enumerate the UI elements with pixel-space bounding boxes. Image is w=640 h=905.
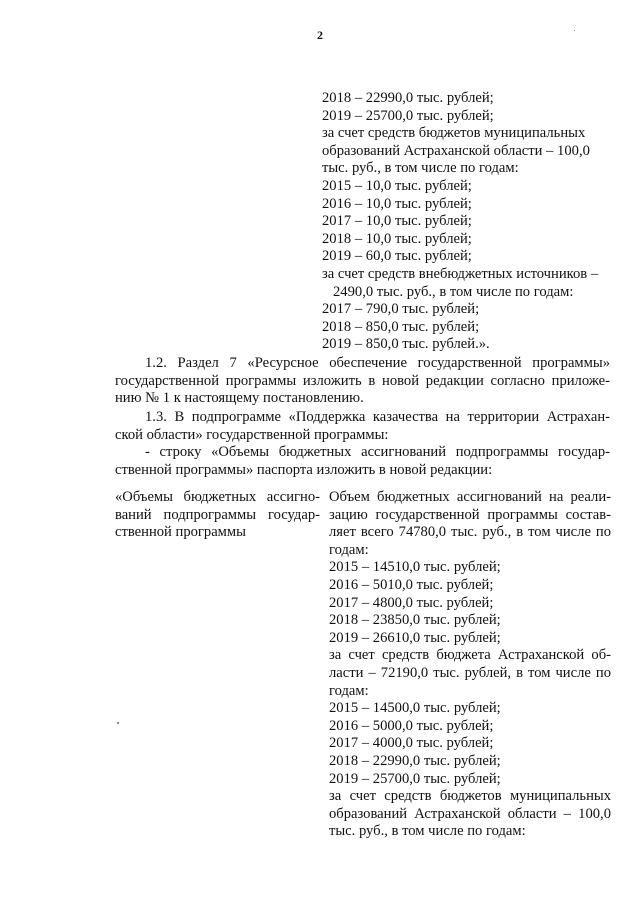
funding-line: 2017 – 790,0 тыс. рублей; <box>322 301 480 318</box>
funding-line: за счет средств бюджетов муниципальных <box>322 125 586 142</box>
table-right-line: годам: <box>329 541 369 558</box>
funding-line: 2018 – 850,0 тыс. рублей; <box>322 318 480 335</box>
paragraph-line: - строку «Объемы бюджетных ассигнований подпрограммы государ- <box>145 444 610 461</box>
funding-line: 2019 – 850,0 тыс. рублей.». <box>322 336 490 353</box>
table-right-line: ляет всего 74780,0 тыс. руб., в том числе по <box>329 524 611 541</box>
scan-speck <box>117 722 119 724</box>
table-right-line: годам: <box>329 682 369 699</box>
table-left-line: «Объемы бюджетных ассигно- <box>115 489 320 505</box>
table-left-cell <box>115 489 320 542</box>
table-right-line: за счет средств бюджета Астраханской об- <box>329 647 611 664</box>
paragraph-line: 1.2. Раздел 7 «Ресурсное обеспечение государственной программы» <box>145 355 610 371</box>
funding-continuation-block <box>322 90 622 354</box>
table-right-line: ласти – 72190,0 тыс. рублей, в том числе по <box>329 664 611 681</box>
table-right-line: 2018 – 23850,0 тыс. рублей; <box>329 612 501 629</box>
table-right-line: 2017 – 4800,0 тыс. рублей; <box>329 594 494 611</box>
funding-line: тыс. руб., в том числе по годам: <box>322 160 519 177</box>
funding-line: 2016 – 10,0 тыс. рублей; <box>322 195 472 212</box>
paragraph-line: государственной программы изложить в новой редакции согласно приложе- <box>115 372 610 389</box>
table-right-line: зацию государственной программы состав- <box>329 506 611 523</box>
funding-line: 2019 – 25700,0 тыс. рублей; <box>322 107 494 124</box>
funding-line: 2018 – 22990,0 тыс. рублей; <box>322 90 494 106</box>
paragraph-line: 1.3. В подпрограмме «Поддержка казачества на территории Астрахан- <box>145 409 610 425</box>
paragraph-line: ской области» государственной программы: <box>115 426 389 443</box>
paragraph-1-2 <box>115 355 610 408</box>
page-number: 2 <box>317 28 323 42</box>
paragraph-1-3 <box>115 409 610 479</box>
table-right-cell <box>329 489 611 841</box>
table-right-line: тыс. руб., в том числе по годам: <box>329 823 526 840</box>
paragraph-line: ственной программы» паспорта изложить в новой редакции: <box>115 461 493 478</box>
table-left-line: ственной программы <box>115 524 246 541</box>
funding-line: образований Астраханской области – 100,0 <box>322 142 590 159</box>
funding-line: 2015 – 10,0 тыс. рублей; <box>322 177 472 194</box>
funding-line: 2018 – 10,0 тыс. рублей; <box>322 230 472 247</box>
table-right-line: 2015 – 14500,0 тыс. рублей; <box>329 700 501 717</box>
scan-speck <box>574 30 575 31</box>
table-right-line: 2015 – 14510,0 тыс. рублей; <box>329 559 501 576</box>
funding-line: за счет средств внебюджетных источников – <box>322 265 599 282</box>
table-right-line: образований Астраханской области – 100,0 <box>329 805 611 822</box>
funding-line: 2017 – 10,0 тыс. рублей; <box>322 213 472 230</box>
table-right-line: за счет средств бюджетов муниципальных <box>329 788 611 805</box>
table-right-line: 2019 – 25700,0 тыс. рублей; <box>329 770 501 787</box>
table-right-line: 2019 – 26610,0 тыс. рублей; <box>329 629 501 646</box>
funding-line: 2490,0 тыс. руб., в том числе по годам: <box>333 283 574 300</box>
table-right-line: 2016 – 5000,0 тыс. рублей; <box>329 717 494 734</box>
table-right-line: 2016 – 5010,0 тыс. рублей; <box>329 576 494 593</box>
funding-line: 2019 – 60,0 тыс. рублей; <box>322 248 472 265</box>
table-right-line: 2017 – 4000,0 тыс. рублей; <box>329 735 494 752</box>
table-right-line: Объем бюджетных ассигнований на реали- <box>329 489 611 505</box>
table-right-line: 2018 – 22990,0 тыс. рублей; <box>329 752 501 769</box>
paragraph-line: нию № 1 к настоящему постановлению. <box>115 390 364 407</box>
table-left-line: ваний подпрограммы государ- <box>115 506 320 523</box>
